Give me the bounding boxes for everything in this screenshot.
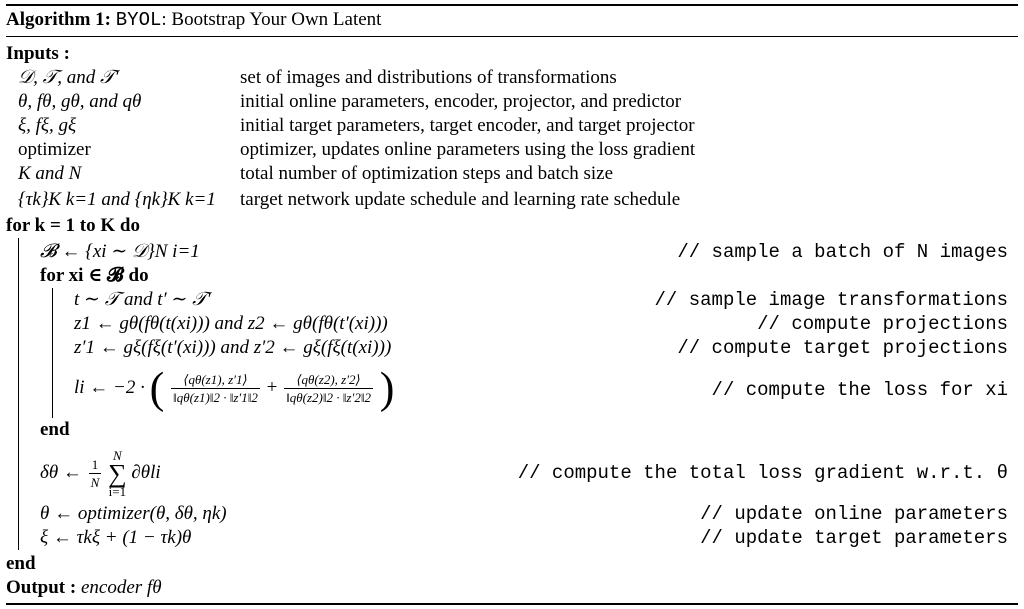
- sample-batch-comment: // sample a batch of N images: [677, 241, 1008, 263]
- target-projection-line: z′1 ← gξ(fξ(t′(xi))) and z′2 ← gξ(fξ(t(xi))): [74, 337, 392, 358]
- update-online-comment: // update online parameters: [700, 503, 1008, 525]
- loss-comment: // compute the loss for xi: [711, 379, 1008, 401]
- algorithm-label: Algorithm 1:: [6, 9, 112, 30]
- grad-frac-num: 1: [91, 457, 99, 473]
- grad-frac-den: N: [90, 475, 100, 491]
- input-row: [18, 90, 1018, 114]
- loss-frac2-num: ⟨qθ(z2), z′2⟩: [296, 372, 361, 388]
- loss-frac2-den: ‖qθ(z2)‖2 · ‖z′2‖2: [286, 390, 371, 406]
- bottom-rule: [6, 603, 1018, 605]
- input-desc: set of images and distributions of transformations: [240, 67, 617, 88]
- grad-sum-top: N: [113, 447, 122, 463]
- update-target-comment: // update target parameters: [700, 527, 1008, 549]
- transform-line: t ∼ 𝒯 and t′ ∼ 𝒯′: [74, 289, 211, 310]
- loss-plus: +: [266, 377, 278, 398]
- transform-comment: // sample image transformations: [654, 289, 1008, 311]
- grad-sum-bottom: i=1: [108, 483, 127, 499]
- loss-lhs: li ← −2 ·: [74, 377, 145, 398]
- input-row: [18, 66, 1018, 90]
- end-outer-line: end: [6, 553, 36, 574]
- loss-fraction-2: [284, 372, 373, 405]
- title-rule: [6, 36, 1018, 37]
- projection-comment: // compute projections: [757, 313, 1008, 335]
- for-outer-line: for k = 1 to K do: [6, 215, 140, 236]
- input-desc: initial target parameters, target encoder, and target projector: [240, 115, 695, 136]
- algorithm-title: [6, 8, 381, 32]
- end-inner-line: end: [40, 419, 70, 440]
- grad-sum-sigma: ∑: [108, 458, 127, 488]
- grad-rhs: ∂θli: [131, 462, 161, 483]
- update-target-line: ξ ← τkξ + (1 − τk)θ: [40, 527, 192, 548]
- input-row: [18, 162, 1018, 186]
- loss-frac1-num: ⟨qθ(z1), z′1⟩: [183, 372, 248, 388]
- output-value: encoder fθ: [80, 577, 162, 598]
- algorithm-name: BYOL: [115, 9, 162, 31]
- input-row: [18, 138, 1018, 162]
- input-symbol: {τk}K k=1 and {ηk}K k=1: [18, 189, 216, 210]
- input-desc: target network update schedule and learning rate schedule: [240, 189, 681, 210]
- loss-line: [74, 362, 394, 414]
- input-desc: total number of optimization steps and batch size: [240, 163, 614, 184]
- input-symbol: 𝒟, 𝒯, and 𝒯′: [18, 67, 119, 88]
- input-row: [18, 188, 1018, 212]
- output-label: Output :: [6, 577, 77, 598]
- left-paren: (: [149, 363, 165, 413]
- input-symbol: K and N: [18, 163, 82, 184]
- loss-frac1-den: ‖qθ(z1)‖2 · ‖z′1‖2: [173, 390, 258, 406]
- output-line: [6, 576, 162, 600]
- input-row: [18, 114, 1018, 138]
- grad-sum: [108, 449, 127, 499]
- gradient-line: [40, 446, 161, 500]
- projection-line: z1 ← gθ(fθ(t(xi))) and z2 ← gθ(fθ(t′(xi))): [74, 313, 388, 334]
- algorithm-title-rest: : Bootstrap Your Own Latent: [161, 9, 382, 30]
- input-symbol: optimizer: [18, 139, 91, 160]
- right-paren: ): [379, 363, 395, 413]
- gradient-comment: // compute the total loss gradient w.r.t. θ: [517, 462, 1008, 484]
- target-projection-comment: // compute target projections: [677, 337, 1008, 359]
- update-online-line: θ ← optimizer(θ, δθ, ηk): [40, 503, 227, 524]
- grad-fraction: [89, 457, 102, 490]
- for-inner-line: for xi ∈ 𝓑 do: [40, 265, 149, 286]
- top-rule: [6, 4, 1018, 6]
- outer-loop-bar: [18, 238, 19, 550]
- input-desc: optimizer, updates online parameters using the loss gradient: [240, 139, 696, 160]
- sample-batch-line: 𝓑 ← {xi ∼ 𝒟}N i=1: [40, 241, 200, 262]
- grad-lhs: δθ ←: [40, 462, 87, 483]
- input-symbol: ξ, fξ, gξ: [18, 115, 77, 136]
- input-symbol: θ, fθ, gθ, and qθ: [18, 91, 142, 112]
- inputs-heading: Inputs :: [6, 43, 70, 64]
- loss-fraction-1: [171, 372, 260, 405]
- inner-loop-bar: [52, 288, 53, 418]
- input-desc: initial online parameters, encoder, projector, and predictor: [240, 91, 682, 112]
